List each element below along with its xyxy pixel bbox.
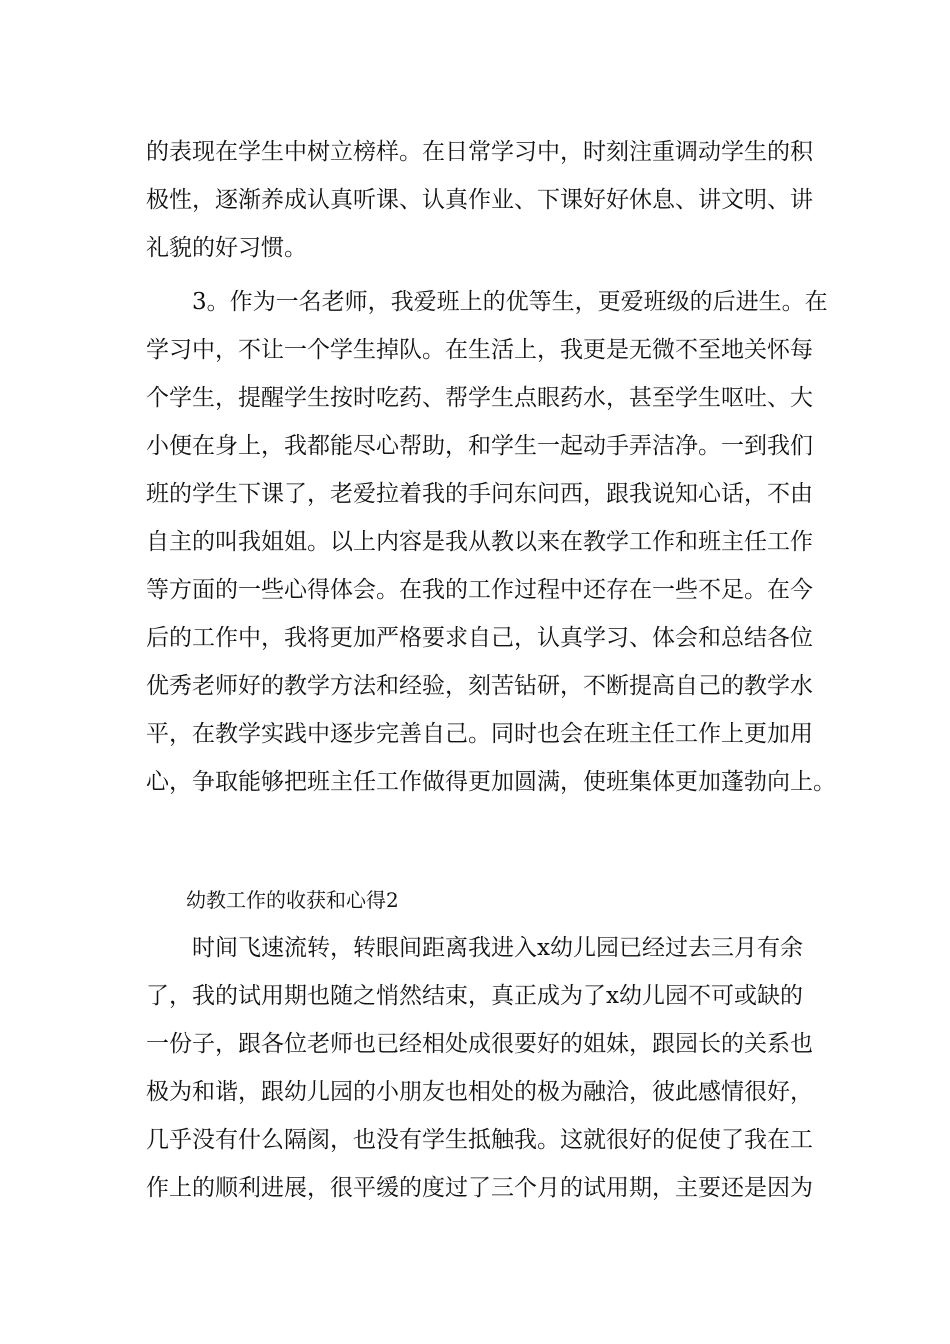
text-line: 学习中，不让一个学生掉队。在生活上，我更是无微不至地关怀每 [146, 337, 813, 363]
text-line: 平，在教学实践中逐步完善自己。同时也会在班主任工作上更加用 [146, 721, 813, 747]
text-line: 了，我的试用期也随之悄然结束，真正成为了x幼儿园不可或缺的 [146, 983, 803, 1009]
text-line [146, 806, 826, 854]
section-heading: 幼教工作的收获和心得2 [146, 888, 399, 912]
text-line: 班的学生下课了，老爱拉着我的手问东问西，跟我说知心话，不由 [146, 481, 813, 507]
text-line: 后的工作中，我将更加严格要求自己，认真学习、体会和总结各位 [146, 625, 813, 651]
text-line: 心，争取能够把班主任工作做得更加圆满，使班集体更加蓬勃向上。 [146, 769, 836, 795]
text-line: 作上的顺利进展，很平缓的度过了三个月的试用期，主要还是因为 [146, 1175, 813, 1201]
text-line: 3。作为一名老师，我爱班上的优等生，更爱班级的后进生。在 [146, 289, 828, 315]
paragraph-section-2 [146, 924, 826, 1212]
text-line: 自主的叫我姐姐。以上内容是我从教以来在教学工作和班主任工作 [146, 529, 813, 555]
text-line: 极为和谐，跟幼儿园的小朋友也相处的极为融洽，彼此感情很好， [146, 1079, 813, 1105]
text-line: 的表现在学生中树立榜样。在日常学习中，时刻注重调动学生的积 [146, 139, 813, 165]
paragraph-continued [146, 128, 826, 272]
text-line: 个学生，提醒学生按时吃药、帮学生点眼药水，甚至学生呕吐、大 [146, 385, 813, 411]
text-line: 时间飞速流转，转眼间距离我进入x幼儿园已经过去三月有余 [146, 935, 803, 961]
text-line: 小便在身上，我都能尽心帮助，和学生一起动手弄洁净。一到我们 [146, 433, 813, 459]
paragraph-point-3 [146, 278, 836, 854]
text-line: 等方面的一些心得体会。在我的工作过程中还存在一些不足。在今 [146, 577, 813, 603]
text-line: 几乎没有什么隔阂，也没有学生抵触我。这就很好的促使了我在工 [146, 1127, 813, 1153]
text-line: 一份子，跟各位老师也已经相处成很要好的姐妹，跟园长的关系也 [146, 1031, 813, 1057]
text-line: 礼貌的好习惯。 [146, 235, 307, 261]
text-line: 优秀老师好的教学方法和经验，刻苦钻研，不断提高自己的教学水 [146, 673, 813, 699]
text-line: 极性，逐渐养成认真听课、认真作业、下课好好休息、讲文明、讲 [146, 187, 813, 213]
